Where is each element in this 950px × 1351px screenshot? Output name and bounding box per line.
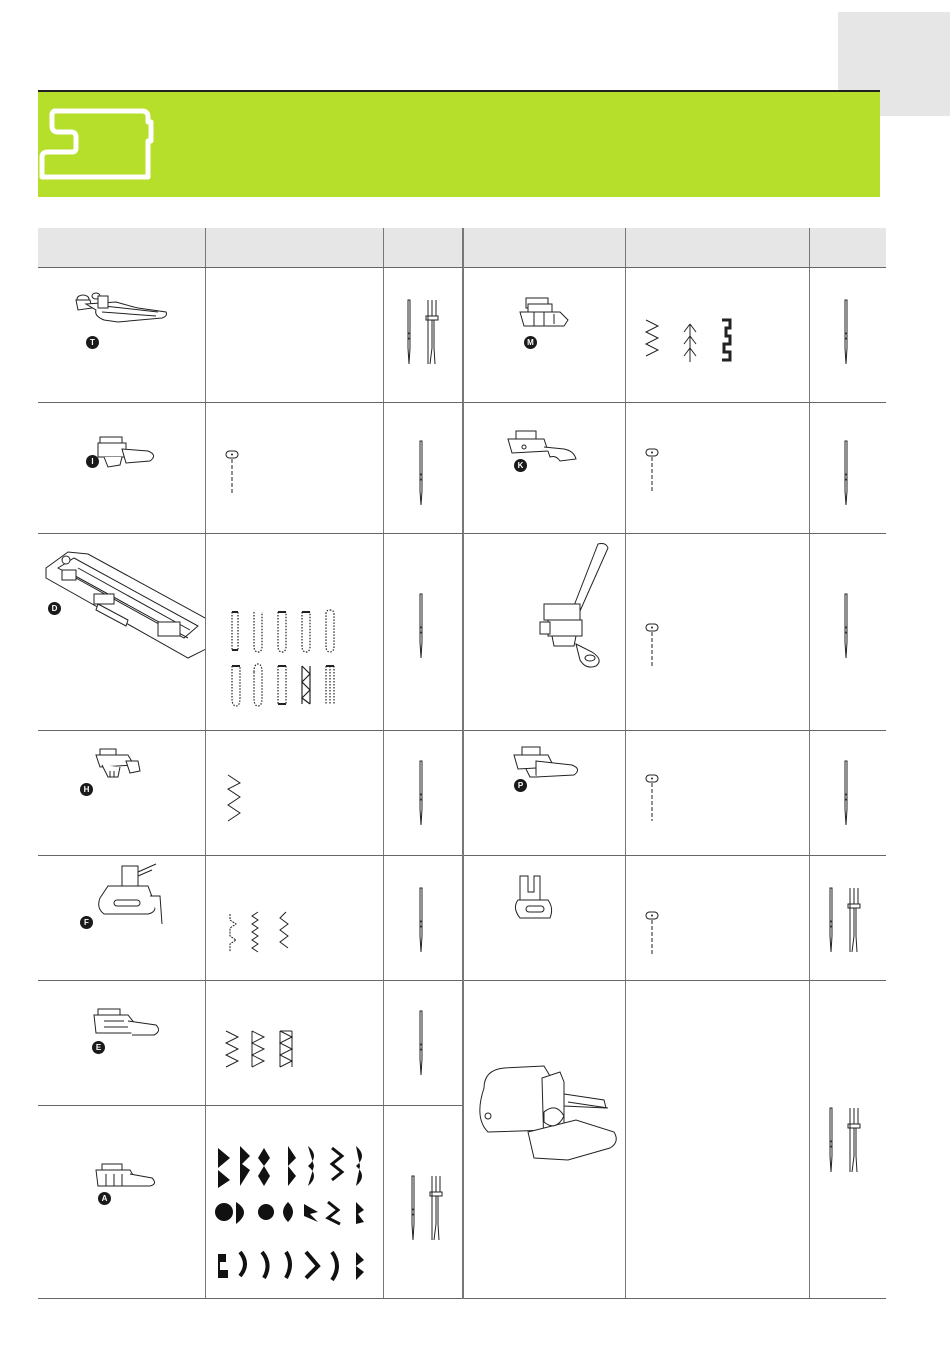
overcast-foot-m-icon [464, 268, 625, 402]
stitch-cell [626, 268, 810, 403]
presser-foot-table [38, 228, 886, 1299]
needle-cell [384, 1106, 464, 1299]
single-needle-icon [384, 856, 462, 980]
walking-foot-icon [464, 982, 625, 1298]
buttonhole-foot-d-icon [38, 534, 205, 730]
standard-foot-a-icon [38, 1106, 205, 1298]
stitch-cell [206, 1106, 384, 1299]
blind-hem-stitch-icon [206, 856, 383, 980]
single-needle-icon [384, 403, 462, 533]
table-row [38, 856, 886, 981]
foot-letter-badge: F [80, 916, 93, 929]
zigzag-stitch-icon [206, 731, 383, 855]
decorative-zigzag-stitch-icon [206, 981, 383, 1105]
table-row [38, 403, 886, 534]
foot-letter-badge: T [86, 336, 99, 349]
col-needle-2 [810, 228, 887, 268]
needle-cell [384, 534, 464, 731]
edge-foot-i-icon [38, 403, 205, 533]
twin-needle-icon [384, 1106, 462, 1298]
table-row [38, 731, 886, 856]
stitch-cell [206, 403, 384, 534]
needle-cell [384, 981, 464, 1106]
table-header-row [38, 228, 886, 268]
col-foot [38, 228, 206, 268]
foot-cell [463, 731, 626, 856]
foot-cell [463, 981, 626, 1299]
stitch-cell [626, 981, 810, 1299]
needle-cell [810, 731, 887, 856]
single-needle-icon [384, 981, 462, 1105]
foot-cell [38, 856, 206, 981]
overcast-stitch-icon [626, 268, 809, 402]
straight-stitch-icon [626, 731, 809, 855]
needle-cell [810, 981, 887, 1299]
foot-cell [38, 403, 206, 534]
needle-cell [384, 268, 464, 403]
rolled-hem-foot-k-icon [464, 403, 625, 533]
section-banner [38, 90, 880, 197]
foot-cell [38, 981, 206, 1106]
needle-cell [810, 268, 887, 403]
foot-letter-badge: A [98, 1192, 111, 1205]
zipper-foot-t-icon [38, 268, 205, 402]
foot-cell [463, 268, 626, 403]
quilting-foot-icon [464, 856, 625, 980]
needle-cell [810, 856, 887, 981]
stitch-cell [626, 731, 810, 856]
twin-needle-icon [810, 856, 886, 980]
needle-cell [384, 856, 464, 981]
satin-patterns-stitch-icon [206, 1106, 383, 1298]
straight-stitch-icon [626, 856, 809, 980]
straight-stitch-icon [626, 534, 809, 730]
col-needle [384, 228, 464, 268]
foot-letter-badge: H [80, 783, 93, 796]
stitch-cell [206, 534, 384, 731]
table-row [38, 981, 886, 1106]
blind-hem-foot-f-icon [38, 856, 205, 980]
button-foot-h-icon [38, 731, 205, 855]
single-needle-icon [810, 731, 886, 855]
straight-stitch-icon [206, 403, 383, 533]
foot-cell [463, 856, 626, 981]
single-needle-icon [810, 268, 886, 402]
col-foot-2 [463, 228, 626, 268]
table-row [38, 534, 886, 731]
stitch-cell [626, 856, 810, 981]
needle-cell [810, 403, 887, 534]
twin-needle-icon [810, 982, 886, 1298]
needle-cell [384, 403, 464, 534]
twin-needle-icon [384, 268, 462, 402]
foot-cell [38, 731, 206, 856]
stitch-cell [206, 268, 384, 403]
foot-letter-badge: E [92, 1041, 105, 1054]
stitch-cell [626, 534, 810, 731]
single-needle-icon [384, 731, 462, 855]
foot-letter-badge: I [86, 455, 99, 468]
foot-letter-badge: D [48, 602, 61, 615]
satin-foot-e-icon [38, 981, 205, 1105]
darning-foot-icon [464, 534, 625, 730]
foot-letter-badge: K [514, 459, 527, 472]
single-needle-icon [810, 403, 886, 533]
foot-letter-badge: M [524, 336, 537, 349]
single-needle-icon [810, 534, 886, 730]
stitch-cell [206, 856, 384, 981]
sewing-machine-icon [38, 92, 168, 192]
foot-cell [38, 534, 206, 731]
col-stitch [206, 228, 384, 268]
stitch-cell [206, 981, 384, 1106]
needle-cell [384, 731, 464, 856]
foot-cell [38, 268, 206, 403]
straight-stitch-icon [626, 403, 809, 533]
stitch-cell [626, 403, 810, 534]
patchwork-foot-p-icon [464, 731, 625, 855]
foot-cell [38, 1106, 206, 1299]
table-row [38, 268, 886, 403]
foot-cell [463, 403, 626, 534]
foot-cell [463, 534, 626, 731]
single-needle-icon [384, 534, 462, 730]
buttonhole-stitch-icon [206, 534, 383, 730]
needle-cell [810, 534, 887, 731]
stitch-cell [206, 731, 384, 856]
col-stitch-2 [626, 228, 810, 268]
foot-letter-badge: P [514, 779, 527, 792]
